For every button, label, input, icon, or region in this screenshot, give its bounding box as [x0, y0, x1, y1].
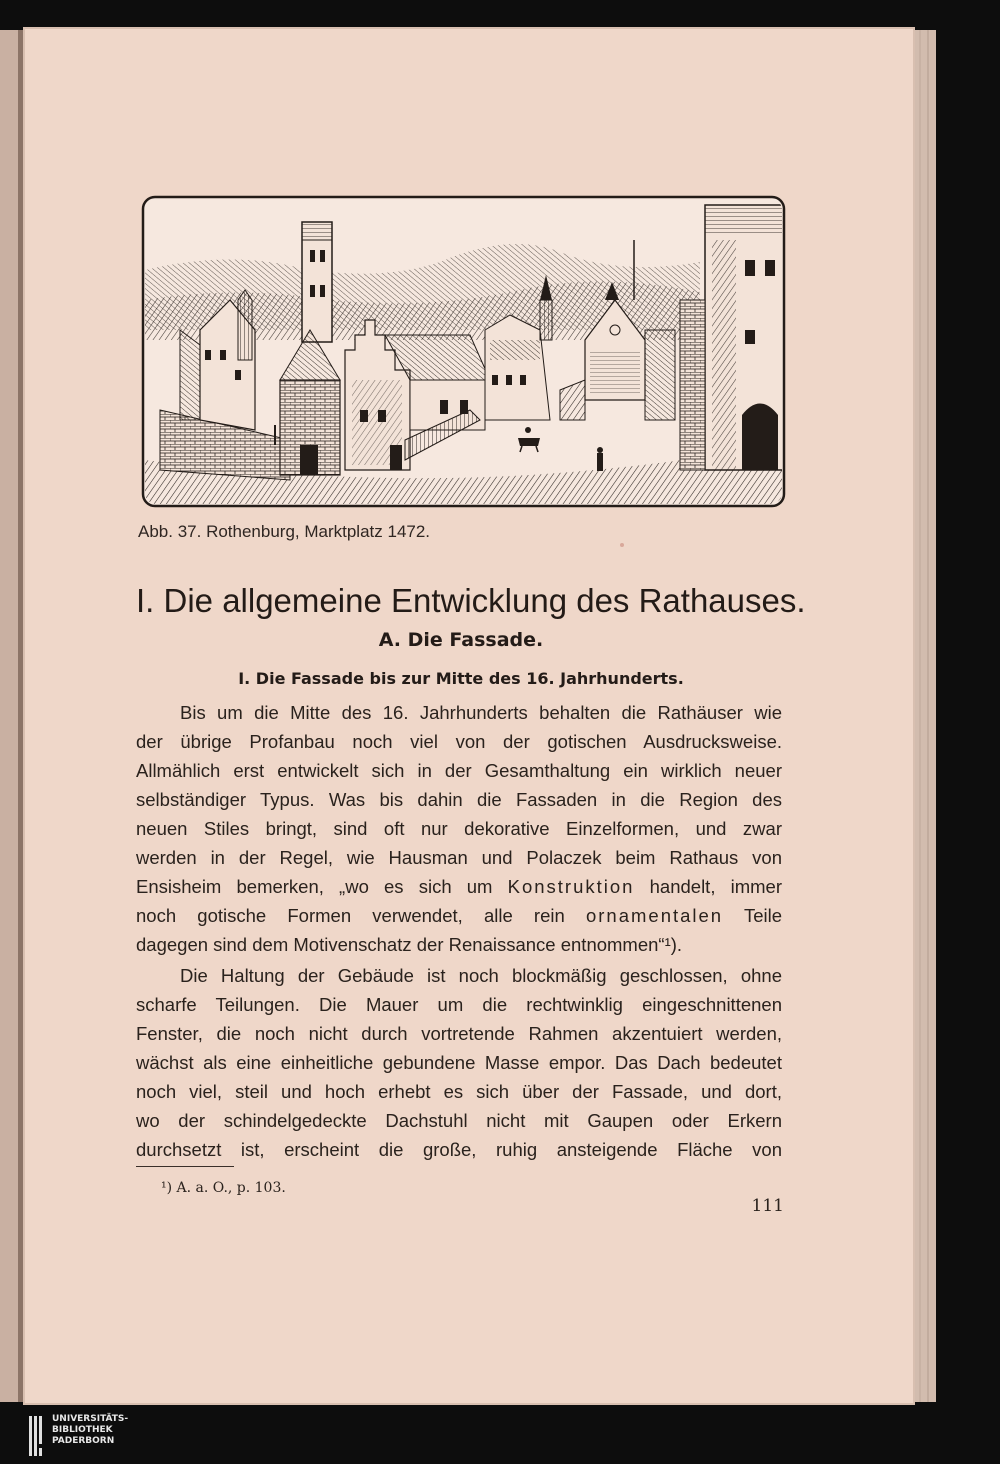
library-logo-icon [28, 1414, 48, 1458]
paragraph-line: wo der schindelgedeckte Dachstuhl nicht mit Gaupen oder Erkern [136, 1110, 782, 1131]
paragraph-line [136, 901, 782, 930]
paragraph-line: neuen Stiles bringt, sind oft nur dekorative Einzelformen, und zwar [136, 818, 782, 839]
footnote-divider [136, 1166, 234, 1167]
figure-caption [138, 522, 698, 542]
line-text: Ensisheim bemerken, „wo es sich um [136, 876, 493, 897]
paragraph-line: der übrige Profanbau noch viel von der gotischen Ausdrucksweise. [136, 731, 782, 752]
paragraph-line: Allmählich erst entwickelt sich in der Gesamthaltung ein wirklich neuer [136, 760, 782, 781]
paragraph-line: wächst als eine einheitliche gebundene Masse empor. Das Dach bedeutet [136, 1052, 782, 1073]
paragraph-line: dagegen sind dem Motivenschatz der Renaissance entnommen“¹). [136, 934, 683, 955]
figure-label: Abb. 37. [138, 522, 202, 541]
figure-title: Rothenburg, Marktplatz 1472. [206, 522, 431, 541]
emphasis-text: Konstruktion [507, 876, 635, 897]
library-name-line: UNIVERSITÄTS- [52, 1414, 129, 1424]
library-name-line: PADERBORN [52, 1436, 115, 1446]
page-content [136, 0, 806, 1464]
emphasis-text: ornamentalen [585, 905, 724, 926]
line-text: noch gotische Formen verwendet, alle rein [136, 905, 565, 926]
library-name-line: BIBLIOTHEK [52, 1425, 113, 1435]
library-name [52, 1414, 152, 1447]
paragraph-line [136, 872, 782, 901]
chapter-heading: I. Die allgemeine Entwicklung des Rathauses. [136, 582, 806, 619]
paragraph-line: werden in der Regel, wie Hausman und Polaczek beim Rathaus von [136, 847, 782, 868]
paragraph-line: selbständiger Typus. Was bis dahin die Fassaden in die Region des [136, 789, 782, 810]
footnote: ¹) A. a. O., p. 103. [161, 1180, 286, 1196]
paragraph-line: noch viel, steil und hoch erhebt es sich über der Fassade, und dort, [136, 1081, 782, 1102]
paragraph-line: durchsetzt ist, erscheint die große, ruhig ansteigende Fläche von [136, 1139, 782, 1160]
paragraph-line: scharfe Teilungen. Die Mauer um die rechtwinklig eingeschnittenen [136, 994, 782, 1015]
section-heading: A. Die Fassade. [378, 629, 544, 651]
paragraph-line: Bis um die Mitte des 16. Jahrhunderts behalten die Rathäuser wie [180, 702, 782, 723]
paragraph-line: Fenster, die noch nicht durch vortretende Rahmen akzentuiert werden, [136, 1023, 782, 1044]
page-number: 111 [751, 1196, 784, 1216]
paragraph-line: Die Haltung der Gebäude ist noch blockmäßig geschlossen, ohne [180, 965, 782, 986]
line-text: handelt, immer [649, 876, 782, 897]
subsection-heading: I. Die Fassade bis zur Mitte des 16. Jahrhunderts. [238, 669, 684, 688]
library-logo [28, 1414, 148, 1458]
line-text: Teile [743, 905, 783, 926]
